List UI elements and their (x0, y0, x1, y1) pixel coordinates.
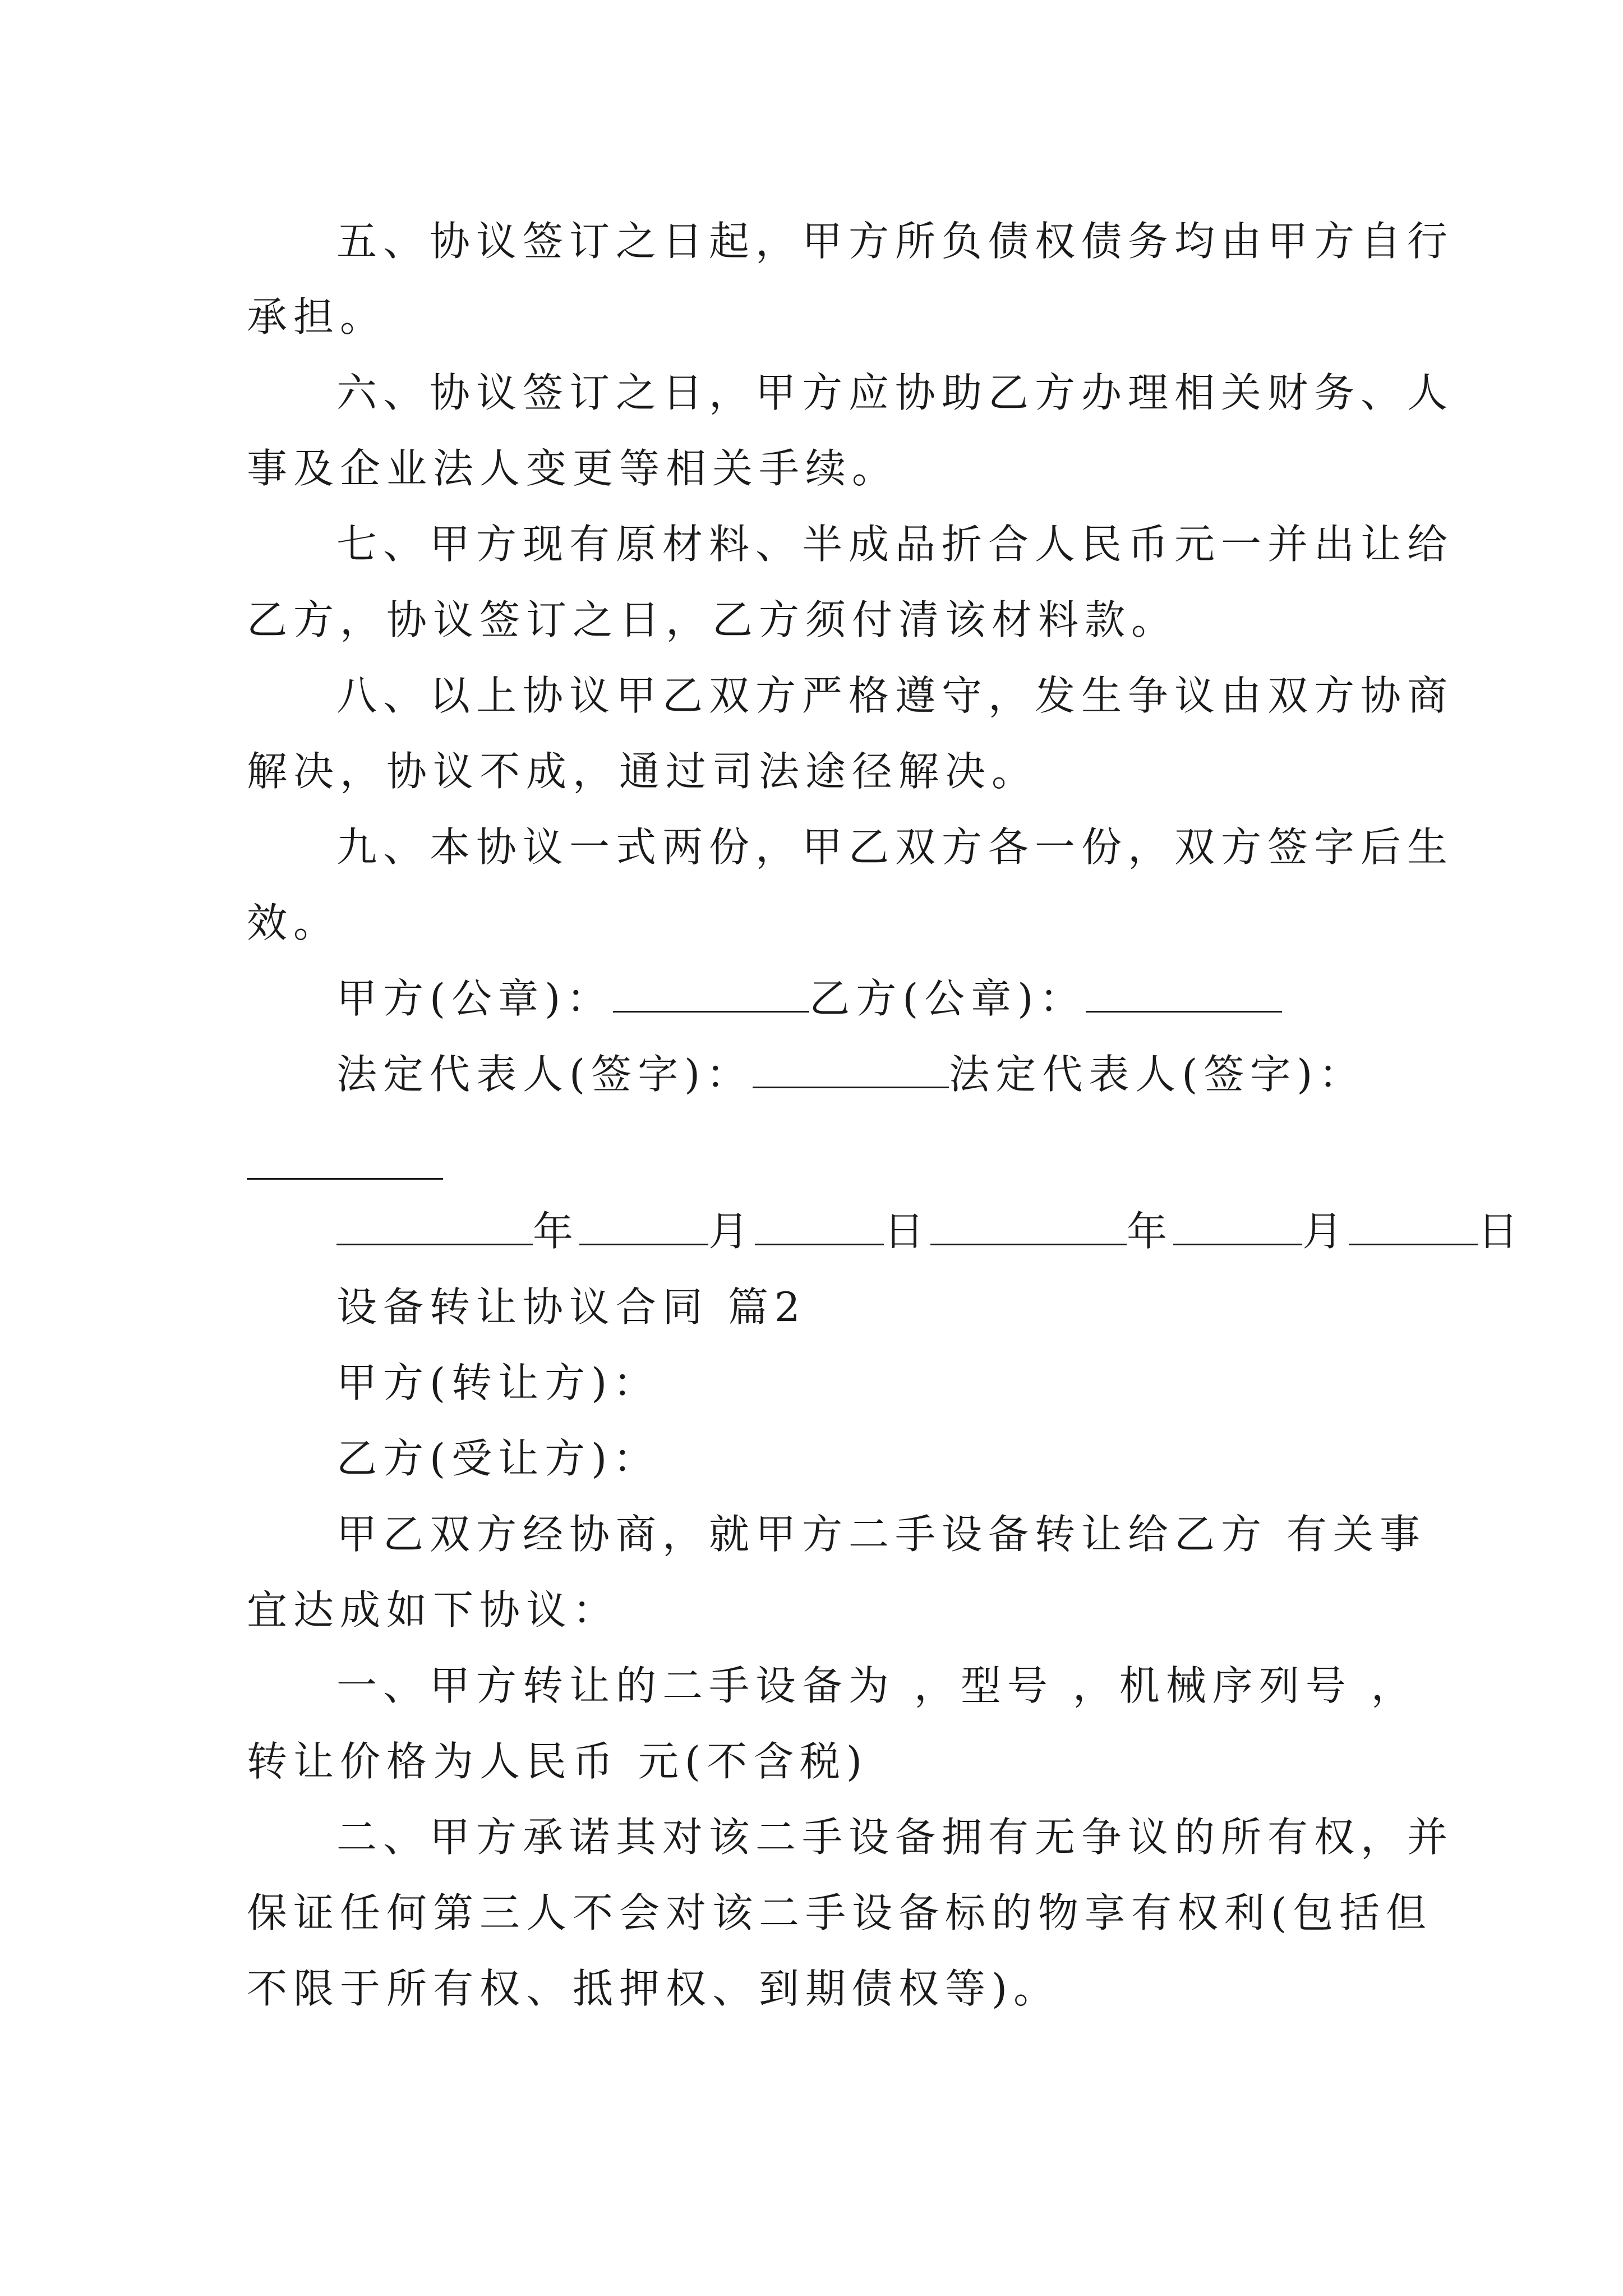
party-a-seal-blank (613, 975, 809, 1013)
section-2-clause-2-line-2: 保证任何第三人不会对该二手设备标的物享有权利(包括但 (247, 1889, 1433, 1936)
section-2-party-b: 乙方(受让方)： (336, 1435, 660, 1482)
clause-8-line-2: 解决，协议不成，通过司法途径解决。 (247, 748, 1039, 795)
section-2-intro-line-2: 宜达成如下协议： (247, 1586, 620, 1634)
party-a-seal-label: 甲方(公章)： (336, 975, 614, 1022)
clause-7-line-1: 七、甲方现有原材料、半成品折合人民币元一并出让给 (336, 521, 1454, 568)
party-b-seal-blank (1086, 975, 1282, 1013)
rep-a-blank (753, 1051, 949, 1088)
clause-8-line-1: 八、以上协议甲乙双方严格遵守，发生争议由双方协商 (336, 672, 1454, 719)
date-line (336, 1206, 1524, 1257)
section-2-clause-1-line-2: 转让价格为人民币 元(不含税) (247, 1738, 869, 1785)
day-a-label: 日 (884, 1208, 931, 1255)
party-b-seal-label: 乙方(公章)： (809, 975, 1086, 1022)
section-2-intro-line-1: 甲乙双方经协商，就甲方二手设备转让给乙方 有关事 (336, 1511, 1426, 1558)
day-b-blank (1349, 1208, 1478, 1245)
clause-7-line-2: 乙方，协议签订之日，乙方须付清该材料款。 (247, 596, 1178, 643)
clause-6-line-2: 事及企业法人变更等相关手续。 (247, 445, 899, 492)
month-a-label: 月 (708, 1208, 755, 1255)
clause-6-line-1: 六、协议签订之日，甲方应协助乙方办理相关财务、人 (336, 369, 1454, 416)
section-2-clause-2-line-3: 不限于所有权、抵押权、到期债权等)。 (247, 1965, 1061, 2012)
rep-a-label: 法定代表人(签字)： (336, 1051, 753, 1098)
rep-b-blank (247, 1178, 443, 1180)
representative-line (336, 1049, 1365, 1099)
clause-9-line-1: 九、本协议一式两份，甲乙双方各一份，双方签字后生 (336, 823, 1454, 871)
month-a-blank (579, 1208, 708, 1245)
section-2-clause-1-line-1: 一、甲方转让的二手设备为 ，型号 ，机械序列号 ， (336, 1662, 1418, 1709)
year-a-blank (336, 1208, 533, 1245)
section-2-title: 设备转让协议合同 篇2 (336, 1283, 806, 1331)
section-2-party-a: 甲方(转让方)： (336, 1359, 660, 1406)
seal-line (336, 973, 1282, 1024)
clause-5-line-2: 承担。 (247, 293, 387, 341)
year-b-label: 年 (1127, 1208, 1174, 1255)
clause-5-line-1: 五、协议签订之日起，甲方所负债权债务均由甲方自行 (336, 218, 1454, 265)
month-b-label: 月 (1302, 1208, 1349, 1255)
day-b-label: 日 (1478, 1208, 1525, 1255)
year-a-label: 年 (533, 1208, 580, 1255)
year-b-blank (930, 1208, 1127, 1245)
day-a-blank (755, 1208, 884, 1245)
month-b-blank (1173, 1208, 1302, 1245)
clause-9-line-2: 效。 (247, 899, 340, 946)
rep-b-label: 法定代表人(签字)： (949, 1051, 1366, 1098)
section-2-clause-2-line-1: 二、甲方承诺其对该二手设备拥有无争议的所有权，并 (336, 1814, 1454, 1861)
